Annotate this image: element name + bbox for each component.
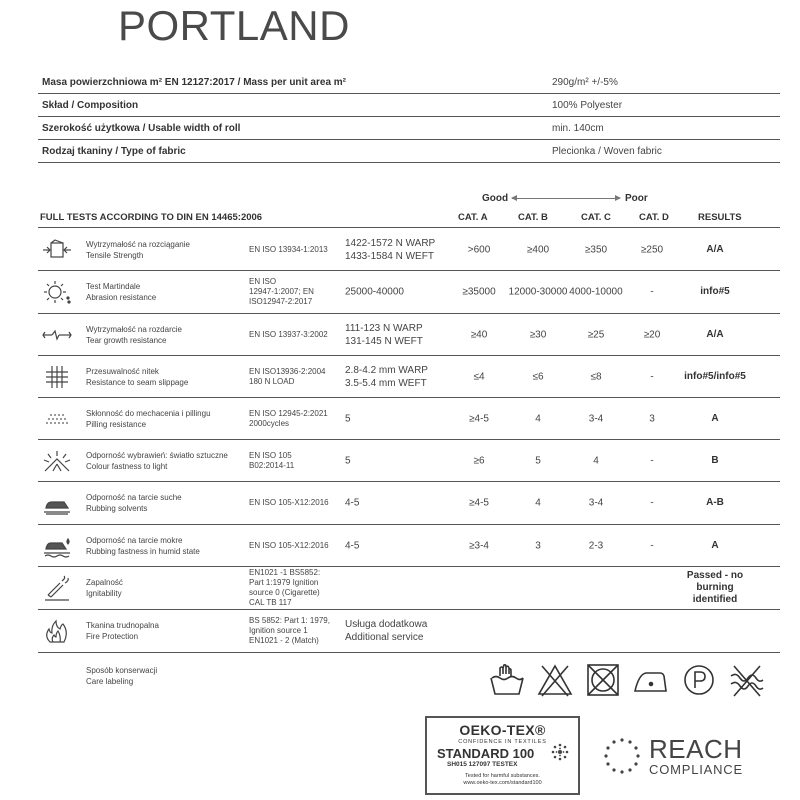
table-row [38,567,780,610]
test-result: A/A [706,328,724,340]
test-value: 2.8-4.2 mm WARP 3.5-5.4 mm WEFT [345,364,428,389]
header-cat-d: CAT. D [639,212,669,223]
header-cat-a: CAT. A [458,212,488,223]
abrasion-icon [42,279,72,305]
spec-row [38,71,780,94]
test-standard: EN ISO 105 B02:2014-11 [249,450,295,470]
test-value: 25000-40000 [345,286,404,298]
table-row [38,356,780,398]
spec-label: Szerokość użytkowa / Usable width of roll [42,122,241,134]
no-tumble-dry-icon [584,662,622,698]
no-bleach-icon [536,662,574,698]
rubbing-dry-icon [42,490,72,516]
cat-d-value: - [650,286,654,298]
cat-a-value: ≥4-5 [469,413,489,424]
cat-c-value: 4000-10000 [569,286,623,298]
test-result: Passed - no burning identified [686,570,744,605]
cat-b-value: ≤6 [532,371,544,382]
test-result: info#5/info#5 [684,370,746,382]
scale-poor-label: Poor [625,193,648,204]
test-value: 1422-1572 N WARP 1433-1584 N WEFT [345,237,436,262]
test-result: B [711,454,719,466]
cat-c-value: ≥25 [587,329,605,340]
test-standard: EN ISO 12945-2:2021 2000cycles [249,408,328,428]
table-row [38,525,780,567]
test-name: Odporność na tarcie mokre Rubbing fastness in humid state [86,535,200,556]
cat-a-value: ≥4-5 [469,497,489,509]
test-value: Usługa dodatkowa Additional service [345,619,428,643]
table-row [38,610,780,653]
test-result: A-B [706,497,724,508]
spec-row [38,117,780,140]
cat-a-value: ≥35000 [462,286,496,298]
test-value: 111-123 N WARP 131-145 N WEFT [345,322,423,347]
reach-subtitle: COMPLIANCE [649,762,743,777]
spec-value: 100% Polyester [552,99,623,111]
product-title: PORTLAND [118,2,350,49]
cat-a-value: ≥3-4 [469,540,489,551]
double-arrow-icon [512,198,620,199]
iron-low-icon [632,662,670,698]
test-name: Tkanina trudnopalna Fire Protection [86,621,159,641]
test-standard: EN1021 -1 BS5852: Part 1:1979 Ignition source 0 (Cigarette) CAL TB 117 [249,568,321,607]
cat-c-value: 4 [593,455,599,466]
dry-clean-p-icon [680,662,718,698]
reach-title: REACH [649,734,743,764]
cat-a-value: ≥40 [470,329,488,340]
cat-a-value: >600 [467,244,491,255]
test-name: Wytrzymałość na rozdarcie Tear growth resistance [86,324,182,345]
tests-table-header [38,208,780,228]
test-name: Odporność na tarcie suche Rubbing solvents [86,493,182,513]
test-standard: EN ISO 12947-1:2007; EN ISO12947-2:2017 [249,277,314,306]
test-result: info#5 [700,286,730,297]
test-standard: EN ISO 13937-3:2002 [249,329,328,339]
tests-table-body [38,229,780,699]
cat-b-value: 5 [535,455,541,466]
cat-b-value: 4 [535,413,541,424]
oeko-tex-code: SH015 127097 TESTEX [447,761,518,768]
oeko-tex-note: Tested for harmful substances. www.oeko-tex.com/standard100 [463,773,542,786]
cat-d-value: ≥20 [643,329,661,340]
test-result: A [711,412,719,424]
cat-c-value: 3-4 [588,413,604,424]
oeko-tex-flower-icon [550,742,570,762]
test-standard: EN ISO13936-2:2004 180 N LOAD [249,366,326,386]
spec-value: Plecionka / Woven fabric [552,145,662,157]
table-row [38,229,780,271]
cat-a-value: ≤4 [473,371,485,382]
test-name: Test Martindale Abrasion resistance [86,282,157,302]
tests-table-title: FULL TESTS ACCORDING TO DIN EN 14465:2006 [40,212,263,223]
ignitability-icon [42,575,72,601]
test-value: 5 [345,413,351,424]
oeko-tex-tagline: CONFIDENCE IN TEXTILES [458,739,547,745]
spec-table [38,71,780,163]
table-row [38,271,780,314]
spec-value: 290g/m² +/-5% [552,76,618,88]
header-cat-b: CAT. B [518,212,548,223]
cat-b-value: ≥400 [526,244,550,255]
cat-d-value: - [650,497,654,509]
cat-d-value: ≥250 [640,244,664,255]
test-name: Sposób konserwacji Care labeling [86,666,158,686]
test-name: Skłonność do mechacenia i pillingu Pilling resistance [86,408,211,429]
table-row [38,398,780,440]
cat-b-value: ≥30 [529,329,547,340]
cat-c-value: 3-4 [588,497,604,509]
cat-c-value: ≥350 [584,244,608,255]
tear-icon [42,322,72,348]
test-name: Przesuwalność nitek Resistance to seam slippage [86,366,189,387]
cat-d-value: 3 [649,413,655,424]
test-value: 5 [345,455,351,466]
spec-row [38,140,780,163]
quality-scale [470,193,680,205]
table-row [38,314,780,356]
cat-c-value: 2-3 [588,540,604,551]
cat-d-value: - [650,455,654,466]
test-result: A [711,539,719,551]
test-name: Odporność wybrawień: światło sztuczne Colour fastness to light [86,450,228,471]
cat-c-value: ≤8 [590,371,602,382]
cat-a-value: ≥6 [473,455,485,466]
pilling-icon [42,406,72,432]
test-name: Zapalność Ignitability [86,578,123,598]
test-value: 4-5 [345,497,360,509]
spec-label: Masa powierzchniowa m² EN 12127:2017 / Mass per unit area m² [42,76,347,88]
care-symbols [488,662,766,698]
cat-b-value: 12000-30000 [508,286,568,298]
reach-compliance-logo [602,732,752,778]
table-row [38,440,780,482]
hand-wash-icon [488,662,526,698]
cat-d-value: - [650,371,654,382]
spec-value: min. 140cm [552,122,604,134]
cat-b-value: 3 [535,540,541,551]
cat-b-value: 4 [535,497,541,509]
test-value: 4-5 [345,540,360,551]
scale-good-label: Good [482,193,509,204]
cat-d-value: - [650,540,654,551]
rubbing-wet-icon [42,533,72,559]
test-standard: EN ISO 105-X12:2016 [249,498,329,507]
table-row [38,482,780,525]
tensile-icon [42,237,72,263]
no-wring-icon [728,662,766,698]
test-standard: EN ISO 13934-1:2013 [249,244,328,254]
header-results: RESULTS [698,212,742,223]
spec-label: Skład / Composition [42,99,139,111]
test-standard: BS 5852: Part 1: 1979, Ignition source 1 EN1021 - 2 (Match) [249,616,330,645]
fire-protection-icon [42,618,72,644]
test-result: A/A [706,243,724,255]
oeko-tex-label [425,716,580,795]
eu-stars-icon [602,736,642,776]
oeko-tex-standard: STANDARD 100 [437,746,535,761]
header-cat-c: CAT. C [581,212,611,223]
seam-slippage-icon [42,364,72,390]
spec-label: Rodzaj tkaniny / Type of fabric [42,145,186,157]
oeko-tex-brand: OEKO-TEX® [459,722,546,738]
test-name: Wytrzymałość na rozciąganie Tensile Strength [86,239,190,260]
light-fastness-icon [42,448,72,474]
test-standard: EN ISO 105-X12:2016 [249,540,329,550]
spec-row [38,94,780,117]
